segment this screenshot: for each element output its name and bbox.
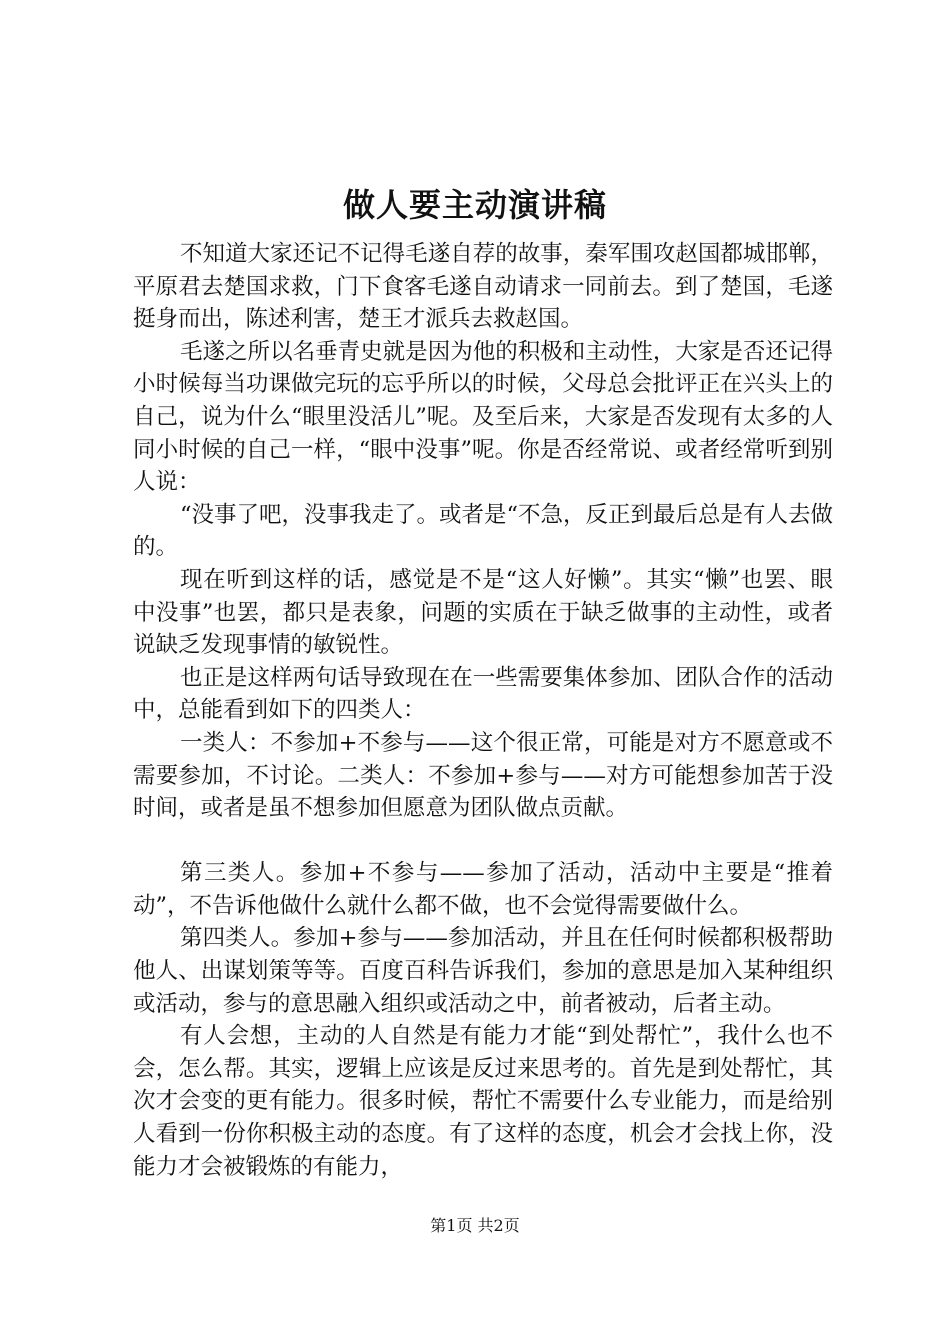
paragraph: 有人会想，主动的人自然是有能力才能“到处帮忙”，我什么也不会，怎么帮。其实，逻辑上应该是反过来思考的。首先是到处帮忙，其次才会变的更有能力。很多时候，帮忙不需要什么专业能力，而是给别人看到一份你积极主动的态度。有了这样的态度，机会才会找上你，没能力才会被锻炼的有能力， <box>133 1023 833 1180</box>
paragraph: 一类人：不参加+不参与——这个很正常，可能是对方不愿意或不需要参加，不讨论。二类人：不参加+参与——对方可能想参加苦于没时间，或者是虽不想参加但愿意为团队做点贡献。 <box>133 729 833 822</box>
paragraph: 也正是这样两句话导致现在在一些需要集体参加、团队合作的活动中，总能看到如下的四类人： <box>133 664 833 724</box>
blank-line <box>133 825 833 858</box>
paragraph: 现在听到这样的话，感觉是不是“这人好懒”。其实“懒”也罢、眼中没事”也罢，都只是表象，问题的实质在于缺乏做事的主动性，或者说缺乏发现事情的敏锐性。 <box>133 566 833 659</box>
page-footer: 第1页 共2页 <box>430 1216 520 1235</box>
document-body <box>133 238 833 1183</box>
paragraph: 第三类人。参加+不参与——参加了活动，活动中主要是“推着动”，不告诉他做什么就什么都不做，也不会觉得需要做什么。 <box>133 860 833 919</box>
paragraph: 不知道大家还记不记得毛遂自荐的故事，秦军围攻赵国都城邯郸，平原君去楚国求救，门下食客毛遂自动请求一同前去。到了楚国，毛遂挺身而出，陈述利害，楚王才派兵去救赵国。 <box>133 241 833 333</box>
paragraph: “没事了吧，没事我走了。或者是“不急，反正到最后总是有人去做的。 <box>133 501 834 561</box>
paragraph: 毛遂之所以名垂青史就是因为他的积极和主动性，大家是否还记得小时候每当功课做完玩的忘乎所以的时候，父母总会批评正在兴头上的自己，说为什么“眼里没活儿”呢。及至后来，大家是否发现有太多的人同小时候的自己一样，“眼中没事”呢。你是否经常说、或者经常听到别人说： <box>133 338 833 496</box>
paragraph: 第四类人。参加+参与——参加活动，并且在任何时候都积极帮助他人、出谋划策等等。百度百科告诉我们，参加的意思是加入某种组织或活动，参与的意思融入组织或活动之中，前者被动，后者主动。 <box>133 925 833 1017</box>
document-title: 做人要主动演讲稿 <box>342 186 607 224</box>
